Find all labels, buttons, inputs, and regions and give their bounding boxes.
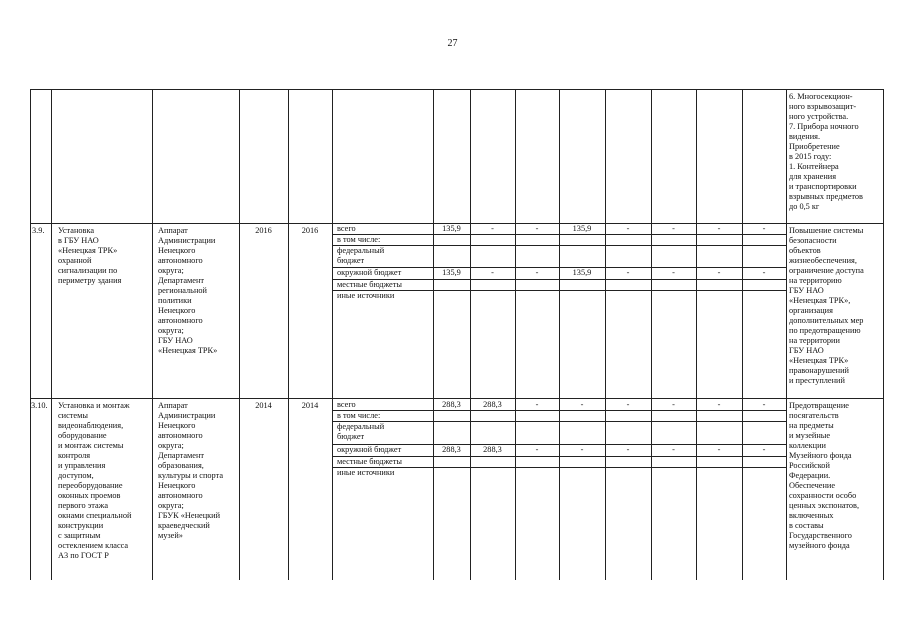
- measure-name: Установка в ГБУ НАО «Ненецкая ТРК» охранной сигнализации по периметру здания: [58, 226, 122, 285]
- value-cell: 288,3: [483, 400, 502, 409]
- value-cell: -: [672, 224, 675, 233]
- value-cell: -: [717, 224, 721, 233]
- value-cell: 135,9: [572, 268, 592, 277]
- value-cell: -: [762, 445, 766, 454]
- value-cell: -: [762, 268, 766, 277]
- page-number: 27: [447, 38, 458, 49]
- value-cell: -: [535, 268, 539, 277]
- executor: Аппарат Администрации Ненецкого автономного округа; Департамент региональной политики Ненецкого автономного округа; ГБУ НАО «Ненецкая ТРК»: [158, 226, 218, 355]
- value-cell: -: [672, 445, 675, 454]
- value-cell: 288,3: [442, 445, 461, 454]
- value-cell: -: [626, 445, 630, 454]
- source-other: иные источники: [337, 291, 395, 300]
- value-cell: 135,9: [442, 224, 461, 233]
- value-cell: 288,3: [483, 445, 502, 454]
- source-okrug: окружной бюджет: [337, 445, 402, 454]
- executor: Аппарат Администрации Ненецкого автономного округа; Департамент образования, культуры и спорта Ненецкого автономного округа; ГБУК «Ненецкий краеведческий музей»: [158, 401, 224, 540]
- source-total: всего: [337, 224, 356, 233]
- end-year: 2016: [301, 226, 319, 235]
- source-total: всего: [337, 400, 356, 409]
- value-cell: -: [580, 400, 584, 409]
- value-cell: -: [626, 224, 630, 233]
- start-year: 2014: [255, 401, 272, 410]
- row-number: 3.9.: [32, 226, 45, 235]
- value-cell: -: [491, 268, 494, 277]
- program-table: [30, 89, 884, 580]
- source-federal: федеральный бюджет: [337, 422, 385, 441]
- measure-name: Установка и монтаж системы видеонаблюдения, оборудование и монтаж системы контроля и управления доступом, переоборудование оконных проемов первого этажа окнами специальной конструкции с защитным остеклением класса А3 по ГОСТ Р: [58, 401, 132, 560]
- expected-result: Повышение системы безопасности объектов жизнеобеспечения, ограничение доступа на территорию ГБУ НАО «Ненецкая ТРК», организация дополнительных мер по предотвращению на территории ГБУ НАО «Ненецкая ТРК» правонарушений и преступлений: [789, 226, 864, 385]
- expected-result: Предотвращение посягательств на предметы и музейные коллекции Музейного фонда Российской Федерации. Обеспечение сохранности особо ценных экспонатов, включенных в составы Государственного музейного фонда: [789, 401, 860, 550]
- source-local: местные бюджеты: [337, 280, 402, 289]
- source-local: местные бюджеты: [337, 457, 402, 466]
- source-other: иные источники: [337, 468, 395, 477]
- source-federal: федеральный бюджет: [337, 246, 385, 265]
- source-including: в том числе:: [337, 411, 381, 420]
- value-cell: -: [535, 224, 539, 233]
- value-cell: -: [672, 268, 675, 277]
- value-cell: 135,9: [442, 268, 461, 277]
- value-cell: -: [626, 400, 630, 409]
- carry-over-result-text: 6. Многосекцион- ного взрывозащит- ного устройства. 7. Прибора ночного видения. Приобретение в 2015 году: 1. Контейнера для хранения и транспортировки взрывных предметов до 0,5 кг: [789, 92, 863, 211]
- end-year: 2014: [301, 401, 319, 410]
- value-cell: -: [580, 445, 584, 454]
- value-cell: -: [535, 400, 539, 409]
- value-cell: -: [762, 400, 766, 409]
- source-okrug: окружной бюджет: [337, 268, 402, 277]
- value-cell: 135,9: [572, 224, 592, 233]
- value-cell: -: [717, 445, 721, 454]
- value-cell: -: [491, 224, 494, 233]
- value-cell: -: [717, 268, 721, 277]
- start-year: 2016: [255, 226, 272, 235]
- value-cell: -: [672, 400, 675, 409]
- value-cell: 288,3: [442, 400, 461, 409]
- value-cell: -: [762, 224, 766, 233]
- value-cell: -: [535, 445, 539, 454]
- source-including: в том числе:: [337, 235, 381, 244]
- value-cell: -: [626, 268, 630, 277]
- row-number: 3.10.: [31, 401, 48, 410]
- value-cell: -: [717, 400, 721, 409]
